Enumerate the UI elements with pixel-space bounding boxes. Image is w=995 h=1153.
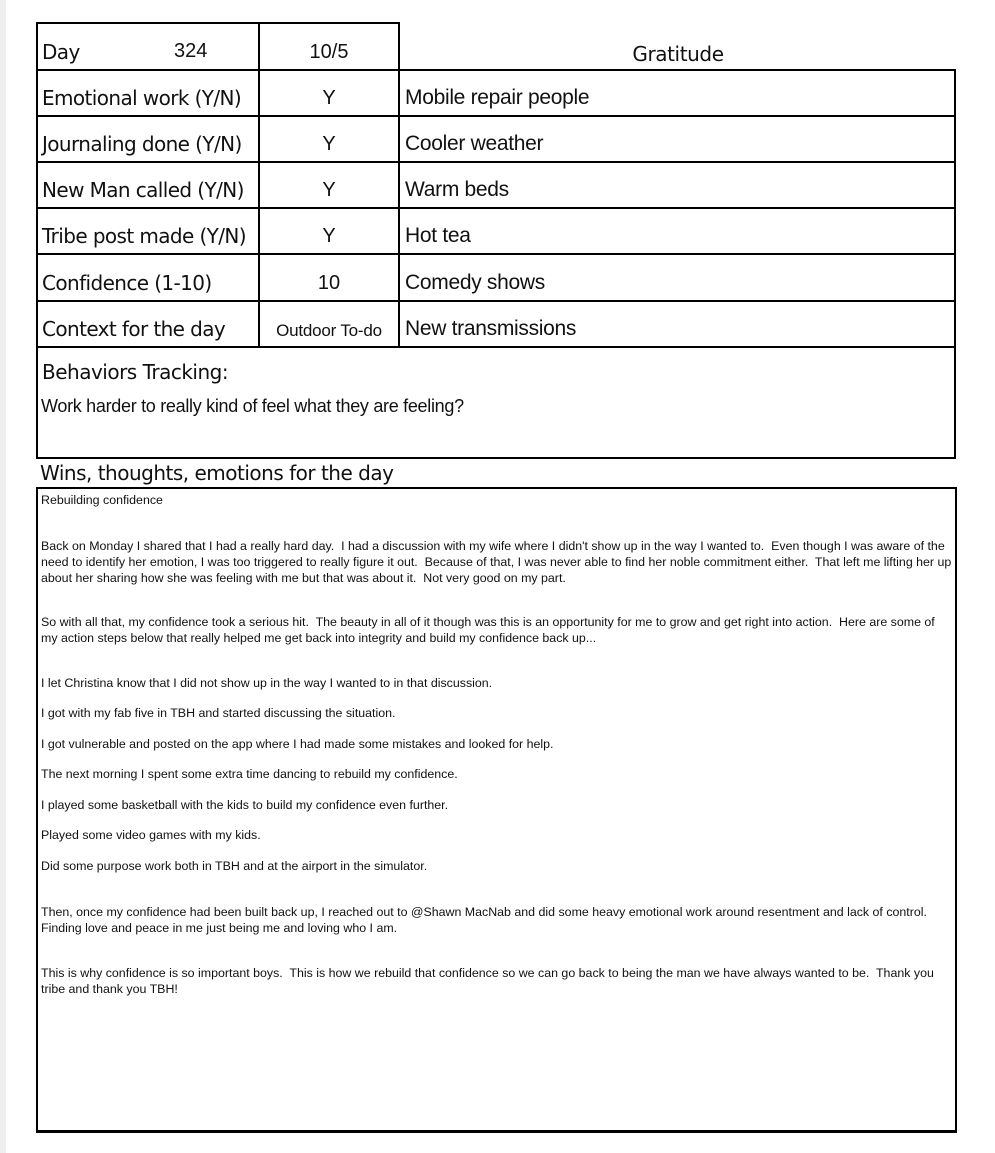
- row-value: 10: [317, 272, 341, 294]
- tracker-row-label: [36, 115, 260, 161]
- row-value: Y: [322, 87, 336, 109]
- journal-action-step: I got with my fab five in TBH and started discussing the situation.: [41, 706, 396, 720]
- day-label: Day: [42, 40, 80, 64]
- day-label-cell: [36, 22, 260, 69]
- tracker-row-label: [36, 161, 260, 207]
- behaviors-title: Behaviors Tracking:: [42, 360, 229, 384]
- tracker-row-value[interactable]: [260, 115, 400, 161]
- journal-paragraph: Then, once my confidence had been built back up, I reached out to @Shawn MacNab and did some heavy emotional work around resentment and lack of control. Finding love and peace in me just being me and loving who I am.: [41, 905, 934, 935]
- date-value: 10/5: [309, 41, 349, 63]
- behaviors-text: Work harder to really kind of feel what they are feeling?: [41, 396, 464, 416]
- gratitude-heading: [400, 22, 956, 69]
- row-label: Context for the day: [42, 317, 226, 341]
- gratitude-item[interactable]: [400, 253, 956, 300]
- journal-entry-box[interactable]: [36, 487, 957, 1133]
- gratitude-item[interactable]: [400, 300, 956, 348]
- tracker-row-label: [36, 253, 260, 300]
- journal-action-step: I let Christina know that I did not show up in the way I wanted to in that discussion.: [41, 676, 493, 690]
- journal-action-step: The next morning I spent some extra time dancing to rebuild my confidence.: [41, 767, 458, 781]
- journal-action-step: Did some purpose work both in TBH and at the airport in the simulator.: [41, 859, 428, 873]
- row-value: Y: [322, 179, 336, 201]
- journal-paragraph: So with all that, my confidence took a serious hit. The beauty in all of it though was this is an opportunity for me to grow and get right into action. Here are some of my action steps below that really helped me get back into integrity and build my confidence back up...: [41, 615, 939, 645]
- gratitude-title: Gratitude: [632, 42, 724, 66]
- tracker-row-label: [36, 69, 260, 115]
- tracker-row-value[interactable]: [260, 69, 400, 115]
- gratitude-text: Mobile repair people: [405, 86, 590, 109]
- gratitude-text: New transmissions: [405, 317, 577, 340]
- row-label: Journaling done (Y/N): [42, 132, 242, 156]
- row-value: Y: [322, 225, 336, 247]
- gratitude-item[interactable]: [400, 115, 956, 161]
- left-margin-strip: [0, 0, 6, 1153]
- row-label: Emotional work (Y/N): [42, 86, 242, 110]
- gratitude-text: Warm beds: [405, 178, 509, 201]
- behaviors-tracking-section[interactable]: [36, 346, 956, 459]
- row-label: Confidence (1-10): [42, 271, 212, 295]
- gratitude-text: Comedy shows: [405, 271, 545, 294]
- gratitude-item[interactable]: [400, 207, 956, 253]
- wins-heading: Wins, thoughts, emotions for the day: [40, 461, 394, 485]
- row-value: Outdoor To-do: [276, 321, 382, 340]
- tracker-row-label: [36, 300, 260, 348]
- journal-action-step: I played some basketball with the kids to build my confidence even further.: [41, 798, 449, 812]
- tracker-row-label: [36, 207, 260, 253]
- day-number: 324: [174, 40, 208, 62]
- row-label: Tribe post made (Y/N): [42, 224, 246, 248]
- gratitude-text: Hot tea: [405, 224, 471, 247]
- row-value: Y: [322, 133, 336, 155]
- journal-paragraph: Back on Monday I shared that I had a really hard day. I had a discussion with my wife where I didn't show up in the way I wanted to. Even though I was aware of the need to identify her emotion, I was too triggered to really figure it out. Because of that, I was never able to find her noble commitment either. That left me lifting her up about her sharing how she was feeling with me but that was about it. Not very good on my part.: [41, 539, 955, 585]
- tracker-row-value[interactable]: [260, 253, 400, 300]
- row-label: New Man called (Y/N): [42, 178, 244, 202]
- journal-title: Rebuilding confidence: [41, 493, 163, 507]
- gratitude-text: Cooler weather: [405, 132, 544, 155]
- tracker-row-value[interactable]: [260, 207, 400, 253]
- gratitude-item[interactable]: [400, 69, 956, 115]
- journal-action-step: I got vulnerable and posted on the app where I had made some mistakes and looked for help.: [41, 737, 554, 751]
- journal-paragraph: This is why confidence is so important boys. This is how we rebuild that confidence so we can go back to being the man we have always wanted to be. Thank you tribe and thank you TBH!: [41, 966, 938, 996]
- date-cell: [260, 22, 400, 69]
- tracker-row-value[interactable]: [260, 300, 400, 348]
- journal-action-step: Played some video games with my kids.: [41, 828, 261, 842]
- gratitude-item[interactable]: [400, 161, 956, 207]
- tracker-row-value[interactable]: [260, 161, 400, 207]
